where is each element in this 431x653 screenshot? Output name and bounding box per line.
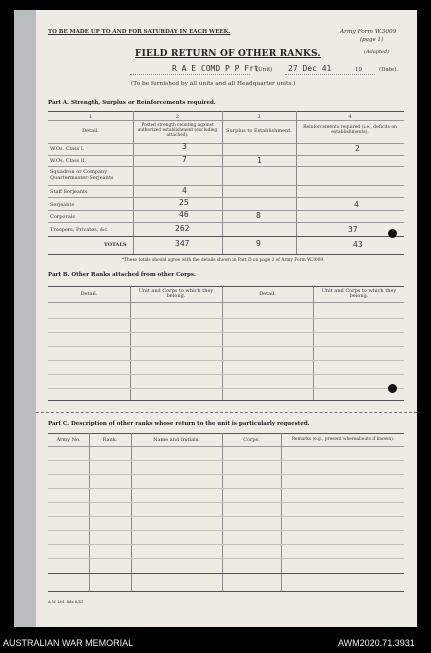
part-b-col-unit-2: Unit and Corps to which they belong. xyxy=(321,288,397,299)
col-number-4: 4 xyxy=(348,114,352,120)
row-detail: Corporals xyxy=(50,214,75,220)
row-detail: W.Os. Class II. xyxy=(50,158,87,164)
form-adapted: (Adapted) xyxy=(364,49,390,55)
punch-hole xyxy=(388,384,397,393)
year-prefix: 19 xyxy=(355,67,362,73)
col-header-posted: Posted strength counting against authorized establishment (excluding attached). xyxy=(137,123,218,138)
row-posted: 25 xyxy=(179,198,189,207)
part-c-col-name: Name and Initials. xyxy=(153,437,200,443)
row-surplus: 1 xyxy=(257,156,262,165)
col-header-surplus: Surplus to Establishment. xyxy=(226,128,292,134)
row-detail: Troopers, Privates, &c. xyxy=(50,227,109,233)
row-reinforcements: 2 xyxy=(355,144,360,153)
punch-hole xyxy=(388,229,397,238)
row-posted: 46 xyxy=(179,210,189,219)
top-instruction: TO BE MADE UP TO AND FOR SATURDAY IN EACH WEEK. xyxy=(48,29,231,35)
row-detail: W.Os. Class I. xyxy=(50,146,85,152)
perforation-line xyxy=(36,412,417,413)
col-number-2: 2 xyxy=(175,114,180,120)
part-c-col-remarks: Remarks (e.g., present whereabouts if known). xyxy=(291,437,395,442)
form-number: Army Form W.3009 xyxy=(340,29,397,35)
footer-institution: AUSTRALIAN WAR MEMORIAL xyxy=(3,638,134,648)
part-b-col-detail-1: Detail. xyxy=(80,291,98,297)
totals-label: TOTALS xyxy=(104,242,127,248)
row-detail: Staff Serjeants xyxy=(50,189,88,195)
col-header-detail: Detail. xyxy=(82,128,99,134)
row-surplus: 8 xyxy=(256,211,261,220)
row-reinforcements: 4 xyxy=(354,200,359,209)
furnished-note: (To be furnished by all units and all Headquarter units.) xyxy=(131,81,296,87)
unit-value: R A E COMD P P Frt xyxy=(172,64,259,73)
part-c-col-rank: Rank. xyxy=(102,437,118,443)
date-label: (Date). xyxy=(379,67,399,73)
part-c-heading: Part C. Description of other ranks whose return to the unit is particularly requested. xyxy=(48,421,310,427)
row-reinforcements: 37 xyxy=(348,225,358,234)
total-posted: 347 xyxy=(175,239,190,248)
unit-label: (Unit) xyxy=(256,67,273,73)
part-b-heading: Part B. Other Ranks attached from other Corps. xyxy=(48,272,196,278)
part-b-col-unit-1: Unit and Corps to which they belong. xyxy=(138,288,214,299)
row-posted: 3 xyxy=(182,142,187,151)
row-posted: 4 xyxy=(182,186,187,195)
row-detail: Serjeants xyxy=(50,202,75,208)
col-header-reinforcements: Reinforcements required (i.e., deficits on establishments). xyxy=(303,125,397,135)
form-page: (page 1) xyxy=(360,37,384,43)
col-number-1: 1 xyxy=(88,114,93,120)
part-c-col-army-no: Army No. xyxy=(56,437,81,443)
total-surplus: 9 xyxy=(256,239,261,248)
row-posted: 7 xyxy=(182,155,187,164)
total-reinforcements: 43 xyxy=(353,240,363,249)
printer-mark: A.W. Ltd. 4da 8/41 xyxy=(48,599,84,604)
row-detail: Squadron or Company Quartermaster-Serjeants xyxy=(50,169,114,181)
row-posted: 262 xyxy=(175,224,190,233)
part-a-heading: Part A. Strength, Surplus or Reinforcements required. xyxy=(48,100,216,106)
form-title: FIELD RETURN OF OTHER RANKS. xyxy=(135,49,321,59)
col-number-3: 3 xyxy=(257,114,261,120)
part-b-col-detail-2: Detail. xyxy=(259,291,276,297)
footer-accession-number: AWM2020.71.3931 xyxy=(338,638,415,648)
totals-footnote: *These totals should agree with the details shown in Part D on page 2 of Army Form W.3009. xyxy=(122,258,325,263)
date-value: 27 Dec 41 xyxy=(288,64,332,73)
part-c-col-corps: Corps. xyxy=(243,437,260,443)
paper-binding-edge xyxy=(14,10,36,627)
